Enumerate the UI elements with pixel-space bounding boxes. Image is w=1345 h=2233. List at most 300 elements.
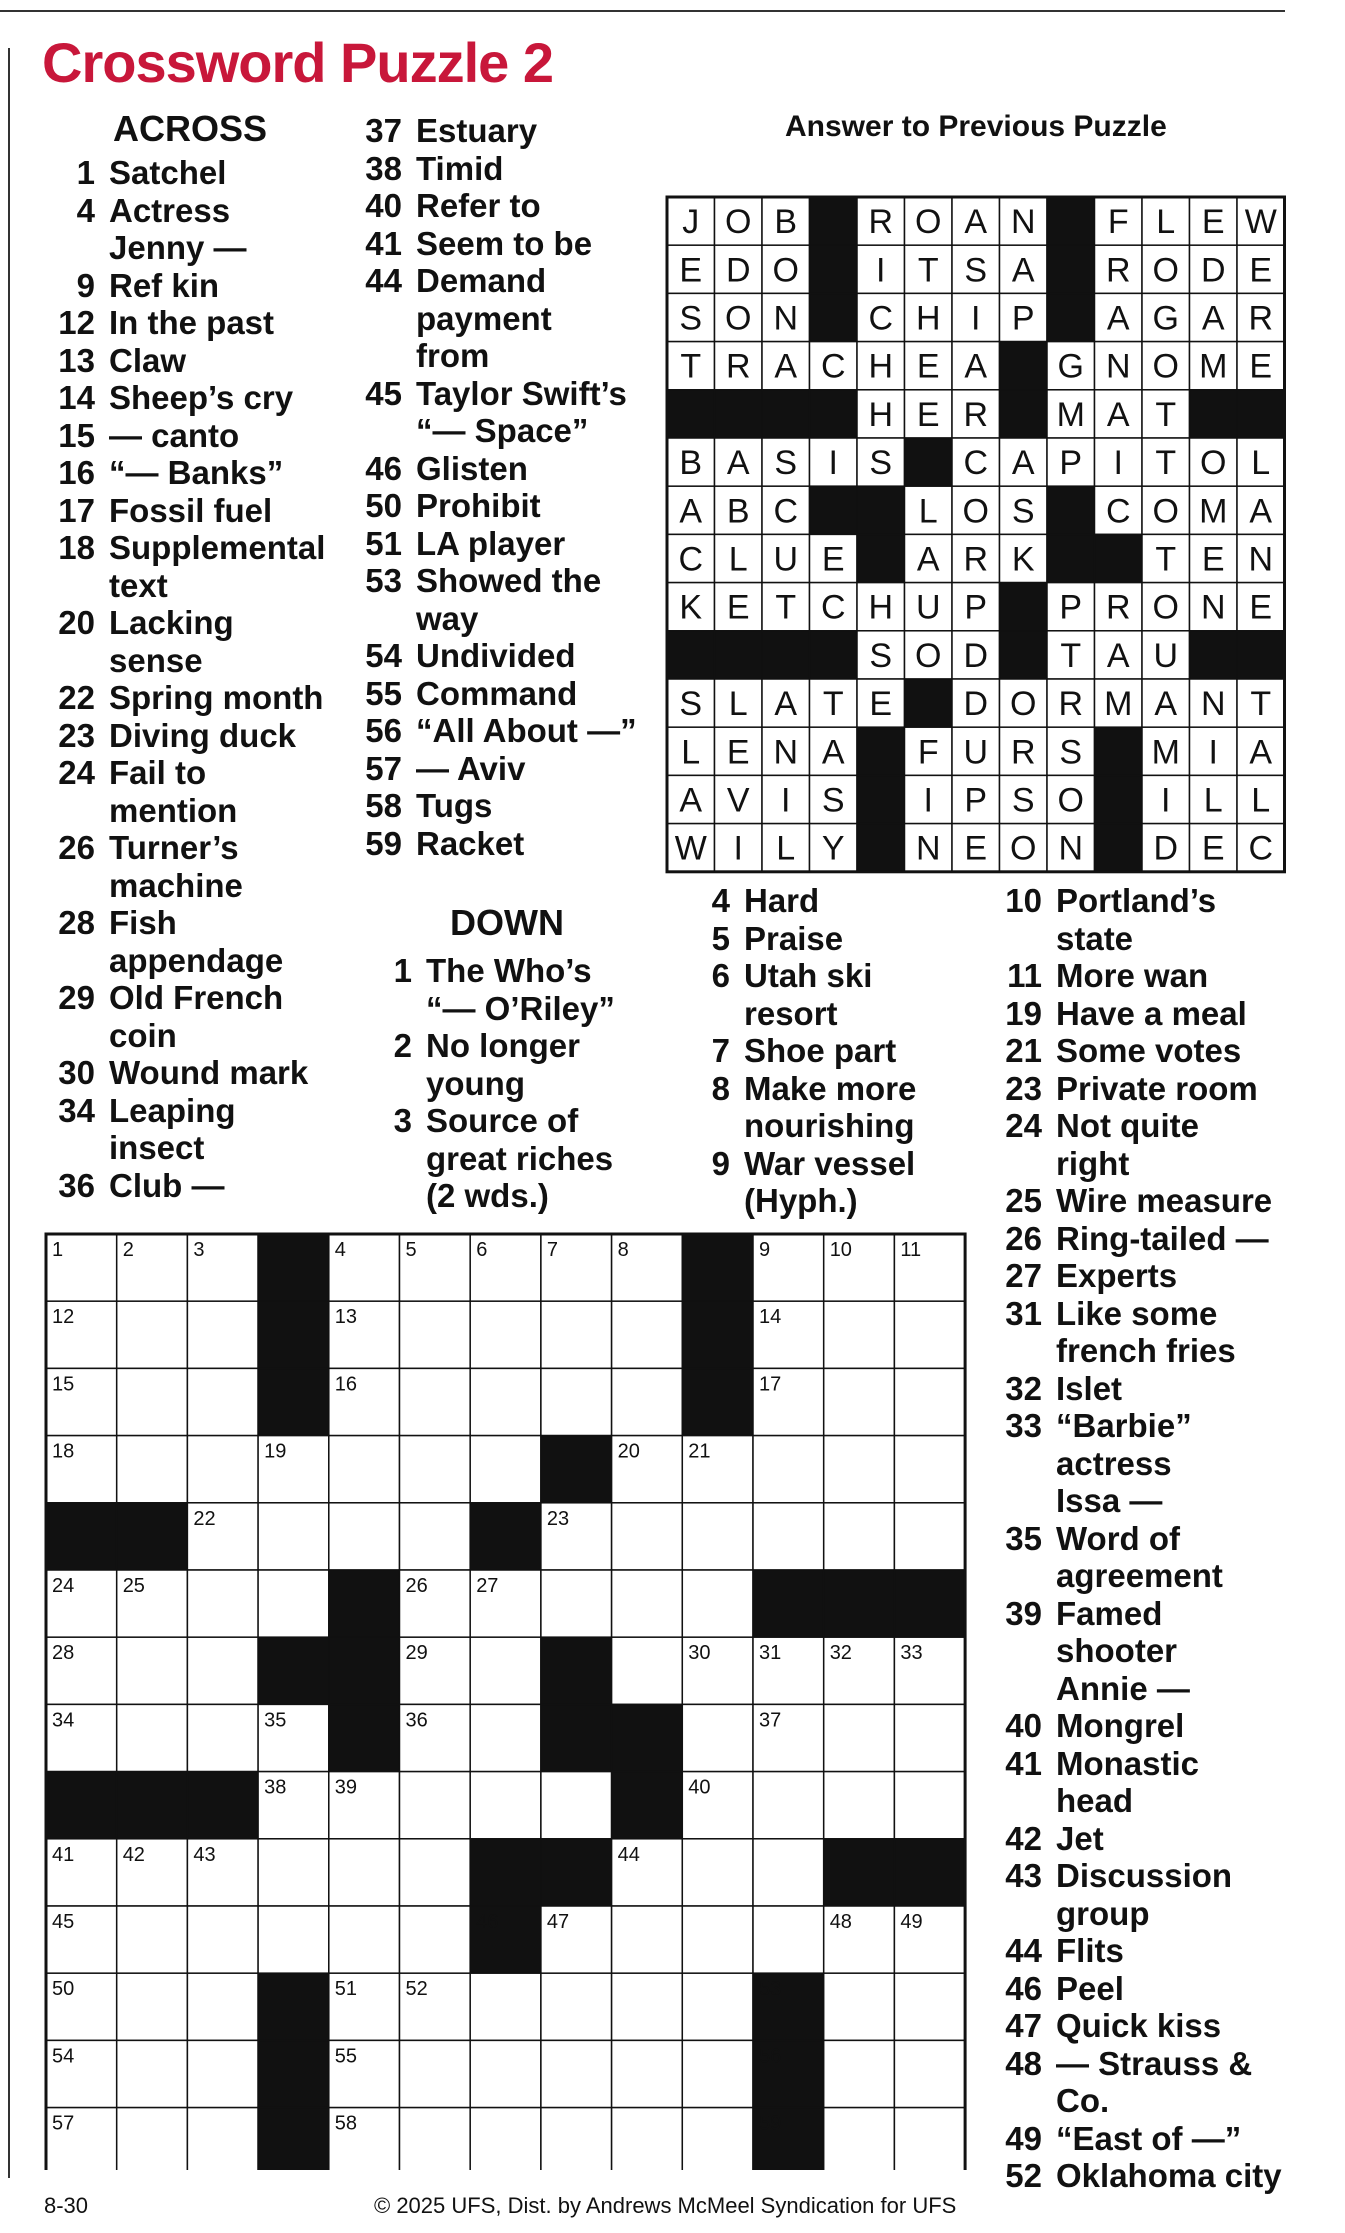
answer-black-cell — [715, 631, 763, 679]
puzzle-cell[interactable] — [541, 2108, 612, 2170]
clue-row — [55, 1054, 325, 1092]
answer-black-cell — [857, 727, 905, 775]
answer-letter: R — [868, 203, 894, 242]
answer-letter: G — [1057, 347, 1084, 386]
puzzle-cell[interactable] — [400, 1906, 471, 1973]
puzzle-cell[interactable] — [824, 2040, 895, 2107]
puzzle-cell[interactable] — [400, 1503, 471, 1570]
clue-row — [55, 1167, 325, 1205]
puzzle-cell[interactable] — [894, 1301, 965, 1368]
answer-letter: I — [781, 781, 791, 820]
answer-letter: A — [916, 540, 940, 579]
clue-row — [362, 825, 637, 863]
clue-row — [1000, 1970, 1282, 2008]
answer-grid — [665, 195, 1287, 881]
cell-number: 11 — [900, 1239, 922, 1261]
puzzle-cell[interactable] — [753, 1906, 824, 1973]
clue-number — [1000, 1670, 1042, 1708]
puzzle-cell[interactable] — [612, 1301, 683, 1368]
clue-row — [362, 150, 637, 188]
clue-text: Fish — [109, 904, 177, 941]
answer-letter: E — [726, 733, 750, 772]
clue-number — [700, 995, 730, 1033]
clue-text: Praise — [744, 919, 844, 957]
answer-black-cell — [1047, 245, 1095, 293]
clue-row — [1000, 1820, 1282, 1858]
answer-letter: R — [1058, 685, 1084, 724]
answer-letter: A — [821, 733, 845, 772]
answer-letter: T — [1060, 636, 1082, 675]
clue-row — [700, 1107, 916, 1145]
puzzle-cell[interactable] — [187, 1906, 258, 1973]
clue-text: Islet — [1056, 1369, 1123, 1407]
clue-text: Flits — [1056, 1932, 1124, 1969]
puzzle-cell[interactable] — [187, 1637, 258, 1704]
clue-number: 11 — [1007, 957, 1042, 994]
clue-text: Racket — [416, 824, 525, 862]
answer-letter: C — [773, 492, 799, 531]
answer-letter: A — [1249, 492, 1273, 531]
clue-row — [382, 1065, 615, 1103]
clue-number: 1 — [393, 952, 412, 989]
puzzle-cell[interactable] — [894, 2040, 965, 2107]
answer-letter: S — [1059, 733, 1083, 772]
answer-letter: C — [820, 347, 846, 386]
cell-number: 47 — [546, 1911, 570, 1933]
clue-text: Glisten — [416, 449, 528, 487]
puzzle-cell[interactable] — [187, 2108, 258, 2170]
cell-number: 19 — [264, 1440, 287, 1463]
answer-black-cell — [1095, 824, 1143, 872]
puzzle-cell[interactable] — [117, 1637, 188, 1704]
puzzle-black-cell — [541, 1436, 612, 1503]
puzzle-cell[interactable] — [470, 2108, 541, 2170]
clue-text: Mongrel — [1056, 1707, 1185, 1744]
clue-row — [1000, 1557, 1282, 1595]
answer-letter: D — [725, 251, 751, 290]
answer-letter: O — [1152, 347, 1179, 386]
clue-text: — canto — [109, 416, 240, 454]
clue-row — [362, 750, 637, 788]
puzzle-cell[interactable] — [117, 2108, 188, 2170]
cell-number: 28 — [52, 1642, 75, 1665]
clue-row — [55, 492, 325, 530]
cell-number: 17 — [759, 1373, 782, 1396]
answer-letter: A — [774, 347, 798, 386]
cell-number: 1 — [52, 1239, 64, 1261]
answer-letter: R — [963, 395, 989, 434]
clue-text: Actress — [109, 191, 231, 229]
puzzle-cell[interactable] — [824, 1503, 895, 1570]
top-rule — [0, 10, 1285, 12]
puzzle-cell[interactable] — [682, 1839, 753, 1906]
puzzle-cell[interactable] — [541, 1973, 612, 2040]
puzzle-black-cell — [258, 1234, 329, 1301]
puzzle-cell[interactable] — [682, 1503, 753, 1570]
clue-text: Spring month — [109, 679, 324, 716]
clue-row — [700, 1032, 916, 1070]
puzzle-cell[interactable] — [541, 1772, 612, 1839]
puzzle-cell[interactable] — [753, 1503, 824, 1570]
clue-text: Prohibit — [416, 487, 541, 524]
clue-row — [55, 379, 325, 417]
clue-text: — Strauss & — [1056, 2044, 1253, 2082]
puzzle-cell[interactable] — [258, 1906, 329, 1973]
puzzle-black-cell — [187, 1772, 258, 1839]
clue-text: Some votes — [1056, 1032, 1242, 1069]
clue-row — [362, 562, 637, 600]
puzzle-cell[interactable] — [541, 1368, 612, 1435]
puzzle-cell[interactable] — [470, 1973, 541, 2040]
answer-letter: R — [1010, 733, 1036, 772]
puzzle-cell[interactable] — [117, 1906, 188, 1973]
puzzle-cell[interactable] — [400, 1772, 471, 1839]
clue-text: Diving duck — [109, 716, 297, 754]
clue-text: “— Banks” — [109, 454, 284, 491]
puzzle-cell[interactable] — [400, 1436, 471, 1503]
answer-letter: K — [1011, 540, 1035, 579]
answer-letter: L — [1203, 781, 1223, 820]
puzzle-cell[interactable] — [117, 1301, 188, 1368]
puzzle-cell[interactable] — [117, 1368, 188, 1435]
puzzle-black-cell — [541, 1637, 612, 1704]
puzzle-cell[interactable] — [400, 2108, 471, 2170]
puzzle-cell[interactable] — [187, 1368, 258, 1435]
puzzle-cell[interactable] — [824, 1436, 895, 1503]
cell-number: 20 — [617, 1440, 640, 1463]
puzzle-cell[interactable] — [470, 1436, 541, 1503]
puzzle-cell[interactable] — [117, 2040, 188, 2107]
clue-text: Showed the — [416, 562, 602, 599]
answer-letter: B — [726, 492, 750, 531]
cell-number: 26 — [405, 1575, 428, 1597]
cell-number: 16 — [334, 1373, 358, 1396]
answer-letter: A — [1011, 444, 1035, 483]
answer-letter: R — [1105, 588, 1131, 627]
puzzle-cell[interactable] — [400, 1368, 471, 1435]
clue-number — [1000, 1332, 1042, 1370]
clue-text: “— Space” — [416, 412, 589, 449]
puzzle-cell[interactable] — [824, 1301, 895, 1368]
puzzle-cell[interactable] — [329, 1503, 400, 1570]
clue-number — [1000, 1557, 1042, 1595]
puzzle-cell[interactable] — [470, 1368, 541, 1435]
clue-text: Peel — [1056, 1969, 1124, 2007]
puzzle-cell[interactable] — [187, 1570, 258, 1637]
clue-text: In the past — [109, 304, 275, 341]
puzzle-cell[interactable] — [258, 1570, 329, 1637]
clue-text: head — [1056, 1782, 1134, 1819]
puzzle-cell[interactable] — [753, 1436, 824, 1503]
answer-letter: P — [964, 781, 988, 820]
clue-number: 58 — [365, 787, 402, 824]
answer-letter: O — [1010, 685, 1037, 724]
clue-text: Private room — [1056, 1069, 1258, 1107]
clue-row — [55, 154, 325, 192]
puzzle-cell[interactable] — [187, 1436, 258, 1503]
cell-number: 43 — [193, 1843, 216, 1866]
answer-black-cell — [810, 293, 858, 341]
puzzle-cell[interactable] — [541, 2040, 612, 2107]
answer-letter: P — [964, 588, 988, 627]
clue-row — [1000, 1745, 1282, 1783]
puzzle-cell[interactable] — [117, 1973, 188, 2040]
clue-row — [362, 187, 637, 225]
answer-letter: S — [679, 685, 703, 724]
puzzle-cell[interactable] — [329, 1436, 400, 1503]
clue-text: Shoe part — [744, 1032, 897, 1069]
clue-text: state — [1056, 919, 1134, 957]
clue-text: nourishing — [744, 1107, 915, 1144]
down-clue-list-2 — [700, 882, 916, 1220]
clue-row — [55, 454, 325, 492]
clue-number: 10 — [1005, 882, 1042, 919]
puzzle-cell[interactable] — [612, 1503, 683, 1570]
puzzle-cell[interactable] — [400, 1839, 471, 1906]
cell-number: 21 — [688, 1440, 711, 1463]
cell-number: 51 — [334, 1978, 358, 2001]
answer-black-cell — [1000, 631, 1048, 679]
puzzle-cell[interactable] — [400, 1301, 471, 1368]
answer-letter: N — [915, 829, 941, 868]
answer-letter: E — [916, 395, 940, 434]
puzzle-cell[interactable] — [187, 1973, 258, 2040]
answer-letter: C — [1248, 829, 1274, 868]
puzzle-black-cell — [894, 1839, 965, 1906]
answer-letter: S — [869, 636, 893, 675]
puzzle-cell[interactable] — [612, 2040, 683, 2107]
clue-row — [362, 712, 637, 750]
clue-text: Co. — [1056, 2082, 1110, 2119]
puzzle-cell[interactable] — [894, 1503, 965, 1570]
puzzle-black-cell — [682, 1368, 753, 1435]
puzzle-cell[interactable] — [753, 1839, 824, 1906]
cell-number: 54 — [52, 2045, 75, 2068]
answer-letter: O — [1057, 781, 1084, 820]
puzzle-cell[interactable] — [470, 1704, 541, 1771]
clue-row — [1000, 1445, 1282, 1483]
cell-number: 55 — [334, 2045, 358, 2068]
puzzle-cell[interactable] — [470, 2040, 541, 2107]
cell-number: 9 — [759, 1239, 771, 1261]
cell-number: 6 — [476, 1239, 488, 1261]
cell-number: 8 — [617, 1239, 629, 1261]
cell-number: 7 — [546, 1239, 559, 1261]
across-heading: ACROSS — [113, 108, 268, 149]
clue-number: 26 — [1005, 1219, 1042, 1257]
clue-row — [55, 417, 325, 455]
clue-text: Experts — [1056, 1257, 1178, 1294]
clue-number: 47 — [1005, 2007, 1042, 2044]
puzzle-cell[interactable] — [824, 1368, 895, 1435]
puzzle-cell[interactable] — [470, 1772, 541, 1839]
page-title: Crossword Puzzle 2 — [42, 31, 554, 94]
clue-number: 8 — [711, 1069, 730, 1107]
clue-number: 2 — [393, 1027, 412, 1064]
answer-letter: P — [1059, 588, 1083, 627]
clue-number — [1000, 920, 1042, 958]
puzzle-black-cell — [824, 1570, 895, 1637]
answer-letter: A — [1201, 299, 1225, 338]
clue-number: 45 — [365, 374, 402, 412]
clue-row — [1000, 1670, 1282, 1708]
puzzle-cell[interactable] — [258, 1839, 329, 1906]
puzzle-cell[interactable] — [612, 2108, 683, 2170]
puzzle-cell[interactable] — [117, 1436, 188, 1503]
answer-black-cell — [762, 390, 810, 438]
clue-number: 41 — [365, 224, 402, 262]
answer-letter: E — [1201, 203, 1225, 242]
clue-text: Annie — — [1056, 1669, 1190, 1707]
clue-text: War vessel — [744, 1144, 916, 1182]
clue-number — [55, 229, 95, 267]
answer-letter: O — [915, 203, 942, 242]
answer-black-cell — [1047, 197, 1095, 245]
answer-letter: N — [1200, 685, 1226, 724]
puzzle-cell[interactable] — [894, 1772, 965, 1839]
clue-row — [55, 867, 325, 905]
clue-text: Sheep’s cry — [109, 379, 294, 416]
puzzle-cell[interactable] — [470, 1301, 541, 1368]
puzzle-cell[interactable] — [682, 1906, 753, 1973]
clue-row — [700, 882, 916, 920]
answer-letter: O — [962, 492, 989, 531]
clue-text: “All About —” — [416, 712, 637, 749]
puzzle-cell[interactable] — [612, 1637, 683, 1704]
clue-text: Not quite — [1056, 1107, 1199, 1144]
clue-text: Hard — [744, 882, 820, 919]
clue-number: 40 — [365, 187, 402, 224]
down-clue-list-3 — [1000, 882, 1282, 2195]
clue-number: 34 — [58, 1091, 95, 1129]
puzzle-cell[interactable] — [682, 1973, 753, 2040]
puzzle-cell[interactable] — [894, 1973, 965, 2040]
across-column-2 — [362, 112, 637, 862]
puzzle-cell[interactable] — [682, 2108, 753, 2170]
puzzle-cell[interactable] — [541, 1570, 612, 1637]
answer-letter: D — [1153, 829, 1179, 868]
puzzle-cell[interactable] — [187, 2040, 258, 2107]
puzzle-black-cell — [682, 1234, 753, 1301]
clue-number: 9 — [76, 266, 95, 304]
puzzle-black-cell — [117, 1503, 188, 1570]
puzzle-black-cell — [612, 1772, 683, 1839]
puzzle-cell[interactable] — [329, 1906, 400, 1973]
puzzle-cell[interactable] — [894, 1368, 965, 1435]
puzzle-cell[interactable] — [258, 1503, 329, 1570]
puzzle-cell[interactable] — [117, 1704, 188, 1771]
clue-number: 24 — [1005, 1107, 1042, 1144]
clue-text: — Aviv — [416, 749, 526, 787]
puzzle-cell[interactable] — [400, 2040, 471, 2107]
puzzle-cell[interactable] — [824, 2108, 895, 2170]
answer-letter: O — [725, 203, 752, 242]
clue-number: 9 — [711, 1144, 730, 1182]
clue-number: 7 — [711, 1032, 730, 1069]
puzzle-cell[interactable] — [682, 2040, 753, 2107]
puzzle-cell[interactable] — [824, 1772, 895, 1839]
puzzle-black-cell — [258, 2108, 329, 2170]
clue-number: 51 — [365, 524, 402, 562]
clue-row — [382, 952, 615, 990]
puzzle-cell[interactable] — [894, 1436, 965, 1503]
clue-number: 32 — [1005, 1369, 1042, 1407]
answer-black-cell — [1095, 534, 1143, 582]
clue-number — [700, 1107, 730, 1145]
puzzle-cell[interactable] — [682, 1570, 753, 1637]
puzzle-cell[interactable] — [187, 1704, 258, 1771]
cell-number: 59 — [759, 2112, 782, 2135]
puzzle-cell[interactable] — [824, 1704, 895, 1771]
clue-text: Wound mark — [109, 1054, 309, 1091]
answer-letter: O — [1010, 829, 1037, 868]
puzzle-cell[interactable] — [894, 1704, 965, 1771]
answer-black-cell — [810, 631, 858, 679]
clue-row — [362, 675, 637, 713]
answer-letter: D — [963, 636, 989, 675]
answer-letter: A — [679, 492, 703, 531]
puzzle-cell[interactable] — [824, 1973, 895, 2040]
cell-number: 41 — [52, 1843, 75, 1866]
puzzle-cell[interactable] — [753, 1772, 824, 1839]
answer-letter: A — [726, 444, 750, 483]
cell-number: 52 — [405, 1978, 428, 2001]
puzzle-black-cell — [258, 1973, 329, 2040]
puzzle-cell[interactable] — [329, 1839, 400, 1906]
answer-black-cell — [1000, 583, 1048, 631]
clue-text: Fossil fuel — [109, 491, 273, 529]
cell-number: 4 — [334, 1239, 346, 1261]
clue-number: 4 — [711, 882, 730, 919]
puzzle-cell[interactable] — [612, 1973, 683, 2040]
cell-number: 40 — [688, 1776, 711, 1799]
answer-letter: S — [821, 781, 845, 820]
clue-row — [55, 904, 325, 942]
answer-letter: B — [774, 203, 798, 242]
puzzle-cell[interactable] — [187, 1301, 258, 1368]
puzzle-cell[interactable] — [612, 1906, 683, 1973]
cell-number: 50 — [52, 1978, 75, 2001]
answer-black-cell — [1095, 775, 1143, 823]
puzzle-cell[interactable] — [470, 1637, 541, 1704]
puzzle-cell[interactable] — [682, 1704, 753, 1771]
puzzle-cell[interactable] — [894, 2108, 965, 2170]
answer-letter: S — [869, 444, 893, 483]
cell-number: 27 — [476, 1575, 499, 1597]
answer-letter: U — [1153, 636, 1179, 675]
clue-text: actress — [1056, 1444, 1172, 1482]
puzzle-cell[interactable] — [541, 1301, 612, 1368]
clue-number: 26 — [58, 829, 95, 866]
clue-row — [362, 487, 637, 525]
clue-text: Command — [416, 674, 578, 712]
answer-letter: I — [828, 444, 838, 483]
answer-letter: A — [964, 203, 988, 242]
answer-black-cell — [1095, 727, 1143, 775]
answer-letter: N — [1010, 203, 1036, 242]
clue-number: 57 — [365, 749, 402, 787]
cell-number: 56 — [759, 2045, 782, 2068]
puzzle-cell[interactable] — [612, 1368, 683, 1435]
clue-text: right — [1056, 1144, 1130, 1182]
clue-row — [362, 300, 637, 338]
clue-text: machine — [109, 866, 243, 904]
answer-letter: F — [917, 733, 939, 772]
answer-letter: A — [1154, 685, 1178, 724]
answer-letter: C — [820, 588, 846, 627]
clue-number: 29 — [58, 979, 95, 1016]
puzzle-cell[interactable] — [612, 1570, 683, 1637]
